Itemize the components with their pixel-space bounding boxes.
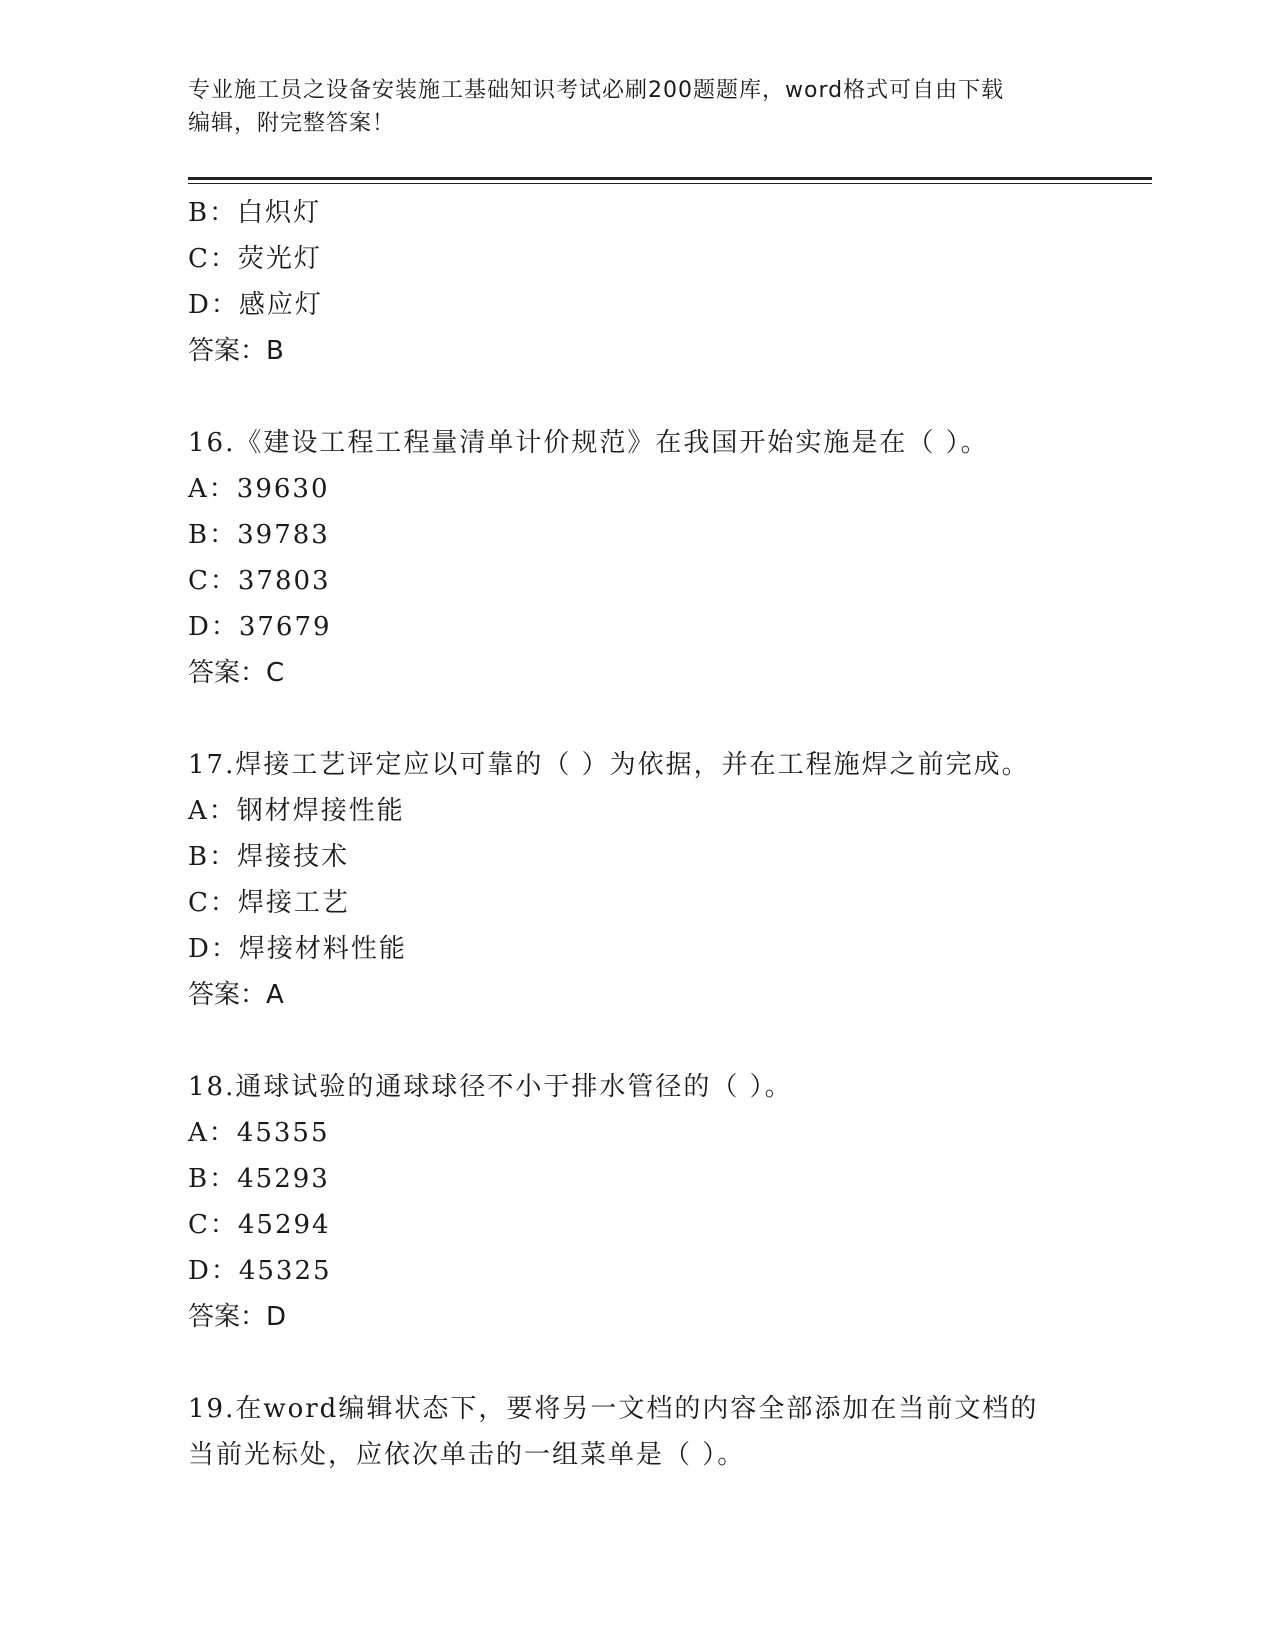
header-title-line-1: 专业施工员之设备安装施工基础知识考试必刷200题题库，word格式可自由下载 xyxy=(188,78,1005,103)
header-rule-thick xyxy=(188,177,1152,180)
question-17-option-b: B：焊接技术 xyxy=(188,842,350,872)
question-18-option-a: A：45355 xyxy=(188,1118,330,1148)
question-17-text: 17.焊接工艺评定应以可靠的（ ）为依据，并在工程施焊之前完成。 xyxy=(188,750,1030,780)
question-17-option-c: C：焊接工艺 xyxy=(188,888,350,918)
option-b-prev: B：白炽灯 xyxy=(188,198,322,228)
question-18-text: 18.通球试验的通球球径不小于排水管径的（ ）。 xyxy=(188,1072,793,1102)
question-18-option-d: D：45325 xyxy=(188,1256,332,1286)
question-16-option-d: D：37679 xyxy=(188,612,332,642)
header-title-line-2: 编辑，附完整答案！ xyxy=(188,111,396,136)
question-17-answer: 答案：A xyxy=(188,980,284,1010)
question-16-option-a: A：39630 xyxy=(188,474,330,504)
question-16-option-b: B：39783 xyxy=(188,520,330,550)
question-16-option-c: C：37803 xyxy=(188,566,331,596)
question-18-answer: 答案：D xyxy=(188,1302,287,1332)
question-17-option-a: A：钢材焊接性能 xyxy=(188,796,405,826)
question-19-text-line-1: 19.在word编辑状态下，要将另一文档的内容全部添加在当前文档的 xyxy=(188,1394,1039,1424)
document-header xyxy=(188,74,1068,140)
question-18-option-b: B：45293 xyxy=(188,1164,330,1194)
option-d-prev: D：感应灯 xyxy=(188,290,323,320)
option-c-prev: C：荧光灯 xyxy=(188,244,322,274)
question-18-option-c: C：45294 xyxy=(188,1210,331,1240)
document-body xyxy=(188,190,1088,1478)
question-16-answer: 答案：C xyxy=(188,658,285,688)
question-16-text: 16.《建设工程工程量清单计价规范》在我国开始实施是在（ ）。 xyxy=(188,428,989,458)
question-19-text-line-2: 当前光标处，应依次单击的一组菜单是（ ）。 xyxy=(188,1440,746,1470)
header-rule-thin xyxy=(188,183,1152,184)
answer-prev: 答案：B xyxy=(188,336,284,366)
question-17-option-d: D：焊接材料性能 xyxy=(188,934,407,964)
